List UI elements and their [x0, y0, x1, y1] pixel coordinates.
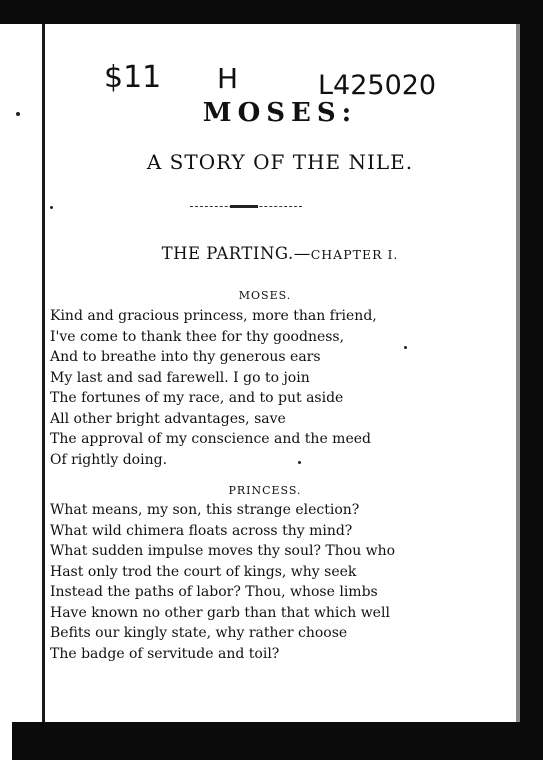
- chapter-heading-main: THE PARTING.—: [161, 244, 311, 263]
- verse-line: My last and sad farewell. I go to join: [50, 369, 310, 386]
- speaker-label: MOSES.: [238, 289, 292, 302]
- book-title: MOSES:: [202, 98, 358, 128]
- verse-line: Have known no other garb than that which well: [50, 604, 390, 621]
- verse-line: What sudden impulse moves thy soul? Thou who: [50, 543, 396, 559]
- verse-line: The fortunes of my race, and to put aside: [50, 390, 344, 406]
- page-right-edge: [516, 24, 520, 722]
- scan-border-top: [0, 0, 543, 24]
- handwritten-shelfmark-mid: H: [217, 62, 239, 95]
- chapter-heading: [50, 244, 510, 263]
- verse-passage: [50, 306, 515, 470]
- page-spine-edge: [42, 24, 45, 722]
- scan-speck: [16, 112, 20, 116]
- chapter-heading-number: CHAPTER I.: [310, 247, 399, 262]
- verse-line: All other bright advantages, save: [50, 410, 286, 427]
- speaker-label: PRINCESS.: [228, 484, 302, 497]
- verse-passage: [50, 500, 515, 664]
- handwritten-shelfmark-left: $11: [104, 60, 162, 95]
- ornamental-rule: [190, 206, 302, 208]
- scan-border-right: [520, 0, 543, 760]
- verse-line: What means, my son, this strange election?: [50, 502, 360, 518]
- verse-line: And to breathe into thy generous ears: [50, 349, 321, 365]
- verse-line: Of rightly doing.: [50, 451, 168, 468]
- verse-line: What wild chimera floats across thy mind?: [50, 522, 353, 539]
- verse-line: Kind and gracious princess, more than friend,: [50, 308, 377, 324]
- verse-line: The approval of my conscience and the meed: [50, 431, 371, 447]
- scan-border-bottom: [12, 722, 543, 760]
- verse-line: I've come to thank thee for thy goodness,: [50, 328, 345, 345]
- verse-line: Befits our kingly state, why rather choose: [50, 625, 348, 641]
- verse-line: Hast only trod the court of kings, why seek: [50, 563, 357, 580]
- scan-speck: [50, 206, 53, 209]
- book-subtitle: A STORY OF THE NILE.: [146, 150, 414, 174]
- verse-line: The badge of servitude and toil?: [50, 645, 280, 662]
- handwritten-accession-number: L425020: [318, 70, 437, 101]
- verse-line: Instead the paths of labor? Thou, whose limbs: [50, 584, 378, 600]
